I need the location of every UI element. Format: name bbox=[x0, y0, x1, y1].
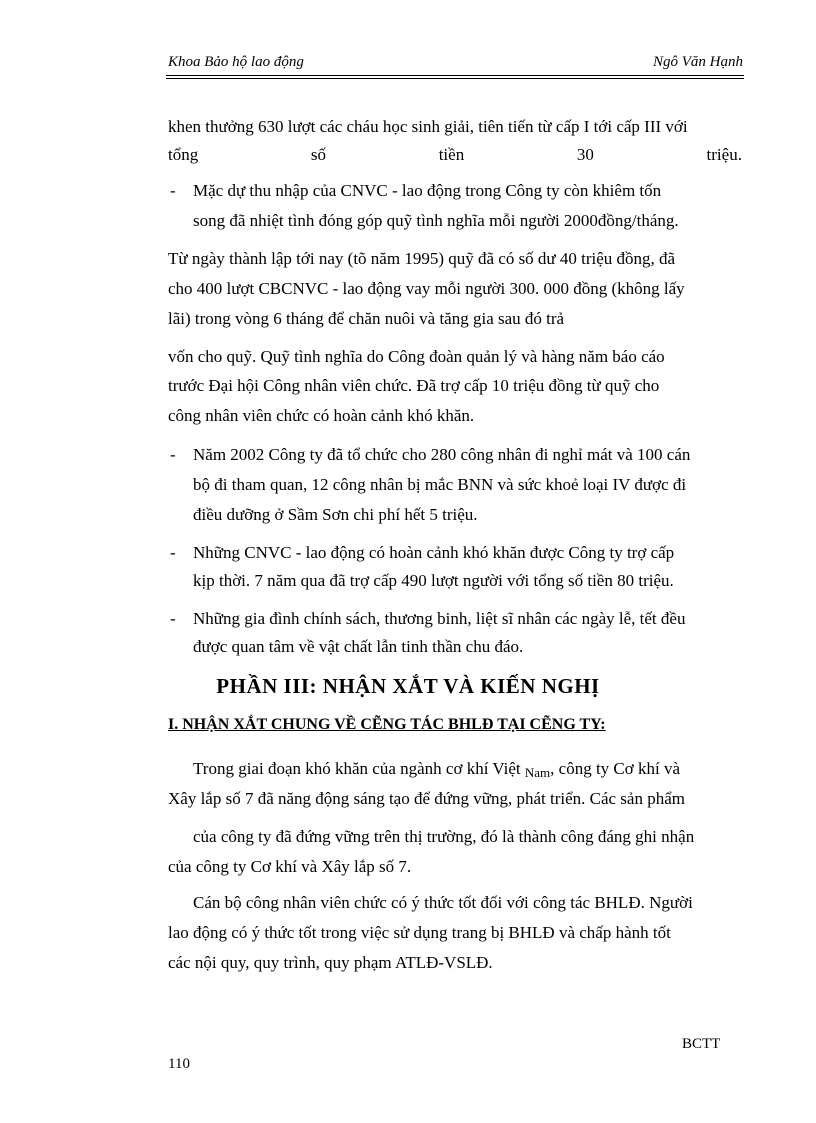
paragraph-5-line-1: của công ty đã đứng vững trên thị trường, đó là thành công đáng ghi nhận bbox=[193, 827, 695, 846]
section-title: PHẦN III: NHẬN XẮT VÀ KIẾN NGHỊ bbox=[216, 674, 600, 698]
bullet-dash: - bbox=[170, 181, 176, 200]
subscript-text: Nam bbox=[524, 765, 551, 780]
paragraph-2-line-3: lãi) trong vòng 6 tháng để chăn nuôi và tăng gia sau đó trả bbox=[168, 309, 565, 328]
paragraph-1-line-1: khen thưởng 630 lượt các cháu học sinh giải, tiên tiến từ cấp I tới cấp III với bbox=[168, 117, 688, 136]
header-left: Khoa Bảo hộ lao động bbox=[168, 54, 304, 70]
word: số bbox=[310, 145, 327, 164]
paragraph-3-line-3: công nhân viên chức có hoàn cảnh khó khăn. bbox=[168, 406, 475, 425]
paragraph-2-line-1: Từ ngày thành lập tới nay (tõ năm 1995) quỹ đã có số dư 40 triệu đồng, đã bbox=[168, 249, 676, 268]
bullet-1-line-1: Mặc dự thu nhập của CNVC - lao động trong Công ty còn khiêm tốn bbox=[193, 181, 662, 200]
bullet-dash: - bbox=[170, 543, 176, 562]
paragraph-4-line-2: Xây lắp số 7 đã năng động sáng tạo để đứng vững, phát triển. Các sản phẩm bbox=[168, 789, 685, 808]
bullet-3-line-1: Những CNVC - lao động có hoàn cảnh khó khăn được Công ty trợ cấp bbox=[193, 543, 675, 562]
bullet-dash: - bbox=[170, 609, 176, 628]
word: 30 bbox=[576, 145, 594, 164]
paragraph-6-line-3: các nội quy, quy trình, quy phạm ATLĐ-VSLĐ. bbox=[168, 953, 493, 972]
bullet-2-line-2: bộ đi tham quan, 12 công nhân bị mắc BNN và sức khoẻ loại IV được đi bbox=[193, 475, 687, 494]
word: tổng bbox=[168, 145, 199, 164]
bullet-3-line-2: kịp thời. 7 năm qua đã trợ cấp 490 lượt người với tổng số tiền 80 triệu. bbox=[193, 571, 674, 590]
page-number: 110 bbox=[168, 1056, 190, 1072]
paragraph-6-line-2: lao động có ý thức tốt trong việc sử dụng trang bị BHLĐ và chấp hành tốt bbox=[168, 923, 671, 942]
paragraph-4-line-1 bbox=[193, 754, 680, 788]
subsection-title: I. NHẬN XẮT CHUNG VỀ CẼNG TÁC BHLĐ TẠI CẼNG TY: bbox=[168, 716, 606, 733]
bullet-1-line-2: song đã nhiệt tình đóng góp quỹ tình nghĩa mỗi người 2000đồng/tháng. bbox=[193, 211, 679, 230]
bullet-4-line-1: Những gia đình chính sách, thương binh, liệt sĩ nhân các ngày lễ, tết đều bbox=[193, 609, 686, 628]
paragraph-6-line-1: Cán bộ công nhân viên chức có ý thức tốt đối với công tác BHLĐ. Người bbox=[193, 893, 693, 912]
bullet-4-line-2: được quan tâm về vật chất lẫn tinh thần chu đáo. bbox=[193, 637, 524, 656]
bullet-2-line-1: Năm 2002 Công ty đã tổ chức cho 280 công nhân đi nghỉ mát và 100 cán bbox=[193, 445, 691, 464]
header-right: Ngô Văn Hạnh bbox=[653, 54, 743, 70]
paragraph-2-line-2: cho 400 lượt CBCNVC - lao động vay mỗi người 300. 000 đồng (không lấy bbox=[168, 279, 685, 298]
footer-right-label: BCTT bbox=[682, 1036, 721, 1052]
word: triệu. bbox=[706, 145, 742, 164]
bullet-dash: - bbox=[170, 445, 176, 464]
paragraph-3-line-1: vốn cho quỹ. Quỹ tình nghĩa do Công đoàn quản lý và hàng năm báo cáo bbox=[168, 347, 665, 366]
header-rule-bottom bbox=[166, 78, 744, 79]
word: tiền bbox=[438, 145, 465, 164]
header-rule-top bbox=[166, 75, 744, 76]
paragraph-1-line-2 bbox=[168, 140, 742, 170]
text-span: , công ty Cơ khí và bbox=[550, 759, 681, 778]
paragraph-3-line-2: trước Đại hội Công nhân viên chức. Đã trợ cấp 10 triệu đồng từ quỹ cho bbox=[168, 376, 660, 395]
text-span: Trong giai đoạn khó khăn của ngành cơ khí Việt bbox=[193, 759, 525, 778]
paragraph-5-line-2: của công ty Cơ khí và Xây lắp số 7. bbox=[168, 857, 412, 876]
bullet-2-line-3: điều dưỡng ở Sầm Sơn chi phí hết 5 triệu. bbox=[193, 505, 478, 524]
